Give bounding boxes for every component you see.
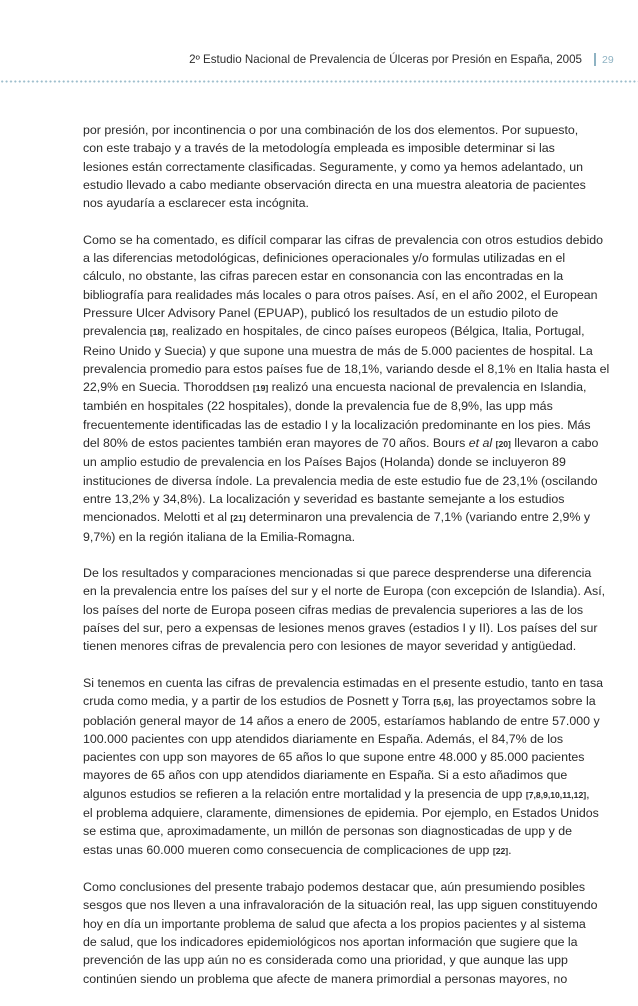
dotted-rule (0, 80, 638, 83)
text-line (83, 915, 586, 933)
text-segment: 9,7%) en la región italiana de la Emilia-Romagna. (83, 529, 356, 544)
text-line (83, 286, 598, 304)
text-line (83, 249, 566, 267)
text-segment: mayores de 65 años con upp atendidos diariamente en España. Si a esto añadimos que (83, 768, 568, 783)
text-segment: cruda como media, y a partir de los estudios de Posnett y Torra (83, 694, 434, 709)
text-segment: , realizado en hospitales, de cinco países europeos (Bélgica, Italia, Portugal, (165, 324, 585, 339)
text-segment: con este trabajo y a través de la metodología empleada es imposible determinar si las (83, 141, 555, 156)
text-segment: Pressure Ulcer Advisory Panel (EPUAP), publicó los resultados de un estudio piloto de (83, 305, 559, 320)
text-segment: hoy en día un importante problema de salud que afecta a los propios pacientes y al sistema (83, 916, 586, 931)
text-line (83, 472, 598, 490)
text-line (83, 878, 586, 896)
text-segment: Como se ha comentado, es difícil comparar las cifras de prevalencia con otros estudios debido (83, 232, 603, 247)
text-segment: , las proyectamos sobre la (451, 694, 596, 709)
header-divider-bar (594, 53, 596, 66)
text-line (83, 378, 587, 397)
text-segment: llevaron a cabo (510, 436, 599, 451)
running-title: 2º Estudio Nacional de Prevalencia de Úlceras por Presión en España, 2005 (189, 53, 582, 66)
text-segment: se estima que, aproximadamente, un millón de personas son diagnosticadas de upp y de (83, 824, 573, 839)
text-segment: lesiones están correctamente clasificadas. Seguramente, y como ya hemos adelantado, un (83, 159, 584, 174)
text-line (83, 712, 600, 730)
citation-ref: [20] (495, 439, 511, 450)
text-line (83, 176, 586, 194)
text-segment: a las diferencias metodológicas, definiciones operacionales y/o formulas utilizadas en el (83, 251, 566, 266)
text-segment: pacientes con upp son mayores de 65 años lo que supone entre 48.000 y 85.000 pacientes (83, 750, 585, 765)
page-header (0, 53, 638, 73)
text-segment: el problema adquiere, claramente, dimensiones de epidemia. Por ejemplo, en Estados Unidos (83, 805, 599, 820)
text-segment: países del sur, pero a expensas de lesiones menos graves (estadios I y II). Los países del sur (83, 621, 598, 636)
text-line (83, 158, 584, 176)
text-segment: de salud, que los indicadores epidemiológicos nos aportan información que sugiere que la (83, 935, 578, 950)
text-line (83, 730, 564, 748)
text-line (83, 970, 568, 988)
text-line (83, 508, 591, 527)
text-line (83, 453, 566, 471)
text-segment: prevención de las upp aún no es considerada como una prioridad, y que aunque las upp (83, 953, 568, 968)
text-line (83, 951, 568, 969)
text-line (83, 434, 599, 453)
text-line (83, 564, 592, 582)
citation-ref: [21] (230, 513, 246, 524)
italic-text: et al (468, 436, 493, 451)
text-segment: frecuentemente identificadas las de estadio I y la localización predominante en los pies. Más (83, 417, 591, 432)
text-line (83, 304, 559, 322)
paragraph (83, 231, 610, 546)
text-segment: mencionados. Melotti et al (83, 510, 231, 525)
citation-ref: [19] (252, 383, 269, 394)
text-line (83, 139, 553, 157)
text-line (83, 619, 598, 637)
text-line (83, 748, 585, 766)
text-line (83, 601, 584, 619)
text-segment: , (586, 786, 590, 801)
text-segment: determinaron una prevalencia de 7,1% (variando entre 2,9% y (245, 510, 591, 525)
paragraph (83, 121, 586, 212)
text-segment: los países del norte de Europa poseen cifras medias de prevalencia superiores a las de los (83, 602, 584, 617)
text-segment: Reino Unido y Suecia) y que supone una muestra de más de 5.000 pacientes de hospital. La (83, 343, 593, 358)
text-line (83, 322, 585, 341)
text-segment: cálculo, no obstante, las cifras parecen estar en consonancia con las encontradas en la (83, 269, 564, 284)
text-line (83, 267, 564, 285)
text-segment: nos ayudaría a esclarecer esta incógnita. (83, 196, 309, 211)
paragraph (83, 878, 598, 988)
text-line (83, 766, 568, 784)
text-segment: prevalencia promedio para estos países fue de 18,1%, variando desde el 8,1% en Italia hasta el (83, 361, 610, 376)
text-segment: Si tenemos en cuenta las cifras de prevalencia estimadas en el presente estudio, tanto en tasa (83, 675, 604, 690)
text-line (83, 194, 553, 212)
text-line (83, 490, 565, 508)
text-segment: en la prevalencia entre los países del sur y el norte de Europa (con excepción de Islandia). Así, (83, 584, 606, 599)
text-segment: estas unas 60.000 mueren como consecuencia de complicaciones de upp (83, 842, 493, 857)
text-segment: entre 13,2% y 34,8%). La localización y severidad es bastante semejante a los estudios (83, 491, 565, 506)
text-segment: bibliografía para realidades más locales o para otros países. Así, en el año 2002, el European (83, 287, 598, 302)
text-segment: . (508, 842, 512, 857)
citation-ref: [5,6] (433, 697, 451, 708)
text-segment: población general mayor de 14 años a enero de 2005, estaríamos hablando de entre 57.000 y (83, 713, 600, 728)
text-segment: instituciones de diversa índole. La prevalencia media de este estudio fue de 23,1% (oscilando (83, 473, 598, 488)
text-line (83, 841, 553, 860)
citation-ref: [7,8,9,10,11,12] (525, 789, 587, 800)
citation-ref: [22] (492, 845, 509, 856)
text-line (83, 933, 578, 951)
text-line (83, 582, 606, 600)
text-line (83, 231, 603, 249)
text-line (83, 397, 553, 415)
text-line (83, 342, 593, 360)
text-segment: continúen siendo un problema que afecte de manera primordial a personas mayores, no (83, 971, 568, 986)
text-line (83, 360, 610, 378)
text-segment: prevalencia (83, 324, 150, 339)
text-segment: estudio llevado a cabo mediante observación directa en una muestra aleatoria de pacientes (83, 177, 586, 192)
page-number: 29 (602, 54, 614, 66)
text-segment: 22,9% en Suecia. Thoroddsen (83, 380, 253, 395)
text-segment: 100.000 pacientes con upp atendidos diariamente en España. Además, el 84,7% de los (83, 731, 564, 746)
text-segment: del 80% de estos pacientes también eran mayores de 70 años. Bours (83, 436, 469, 451)
text-segment: tienen menores cifras de prevalencia pero con lesiones de mayor severidad y antigüedad. (83, 639, 577, 654)
text-line (83, 692, 596, 711)
citation-ref: [18] (149, 327, 166, 338)
text-segment: también en hospitales (22 hospitales), donde la prevalencia fue de 8,9%, las upp más (83, 399, 553, 414)
paragraph (83, 564, 606, 655)
text-line (83, 896, 598, 914)
paragraph (83, 674, 604, 860)
text-segment: un amplio estudio de prevalencia en los Países Bajos (Holanda) donde se incluyeron 89 (83, 455, 566, 470)
text-line (83, 804, 599, 822)
text-segment: algunos estudios se refieren a la relación entre mortalidad y la presencia de upp (83, 786, 526, 801)
text-segment: sesgos que nos lleven a una infravaloración de la situación real, las upp siguen constituyendo (83, 898, 598, 913)
text-segment: por presión, por incontinencia o por una combinación de los dos elementos. Por supuesto, (83, 123, 579, 137)
text-segment: De los resultados y comparaciones mencionadas si que parece desprenderse una diferencia (83, 566, 592, 581)
text-line (83, 528, 553, 546)
text-line (83, 416, 591, 434)
text-segment: realizó una encuesta nacional de prevalencia en Islandia, (268, 380, 587, 395)
text-line (83, 121, 579, 139)
text-line (83, 637, 577, 655)
text-segment: Como conclusiones del presente trabajo podemos destacar que, aún presumiendo posibles (83, 880, 586, 895)
text-line (83, 674, 604, 692)
text-line (83, 785, 590, 804)
body-text (83, 121, 610, 1006)
text-line (83, 822, 573, 840)
